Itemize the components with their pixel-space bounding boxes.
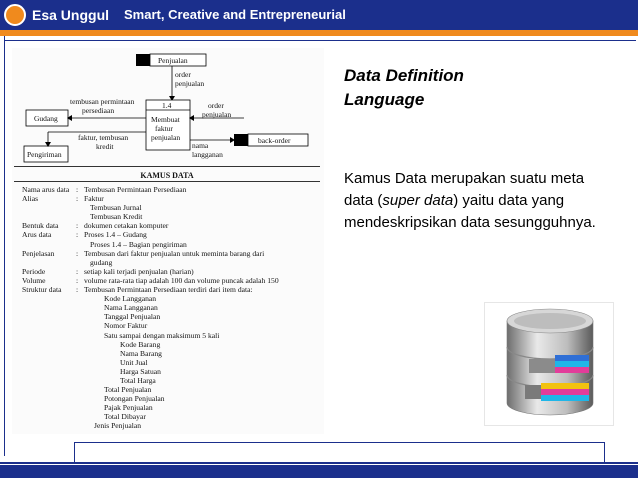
structure-item: Satu sampai dengan maksimum 5 kali: [104, 330, 220, 340]
data-flow-diagram: [12, 48, 324, 166]
kamus-rows: [22, 185, 318, 431]
structure-item: Kode Barang: [120, 339, 161, 349]
penjualan-entity-shade: [136, 54, 150, 66]
kamus-row-colon: :: [76, 194, 79, 204]
process-name-3: penjualan: [151, 133, 181, 142]
structure-item: Pajak Penjualan: [104, 403, 153, 413]
kamus-row: [22, 230, 318, 239]
kamus-row-value: Tembusan Kredit: [90, 212, 143, 222]
structure-item: Total Harga: [120, 375, 156, 385]
kamus-row-label: [22, 258, 76, 267]
penjualan-label: Penjualan: [158, 56, 188, 65]
structure-item: Nama Barang: [120, 348, 162, 358]
kamus-row-value: Proses 1.4 – Gudang: [84, 230, 147, 240]
kamus-row: [22, 203, 318, 212]
database-icon: [485, 303, 615, 427]
structure-item: Jenis Penjualan: [94, 421, 142, 431]
kamus-title-divider: [14, 181, 320, 182]
order-label-1: order: [175, 70, 191, 79]
frame-line-bottom: [74, 442, 604, 443]
kamus-row-value: Tembusan Permintaan Persediaan: [84, 185, 187, 194]
kamus-row-label: Penjelasan: [22, 248, 55, 258]
kamus-row-label: Periode: [22, 266, 46, 276]
kamus-row-label: [22, 203, 76, 212]
gudang-label: Gudang: [34, 114, 58, 123]
order-right-2: penjualan: [202, 110, 232, 119]
tembusan-label-1: tembusan permintaan: [70, 97, 135, 106]
frame-line-bottom-right: [604, 442, 605, 462]
logo-icon: [4, 4, 26, 26]
kamus-data-table: [14, 166, 320, 434]
kamus-row-colon: :: [76, 230, 79, 240]
slide-body: [344, 168, 604, 234]
back-order-shade: [234, 134, 248, 146]
frame-line-top: [4, 40, 636, 41]
back-order-label: back-order: [258, 136, 291, 145]
kamus-row: [22, 240, 318, 249]
kamus-row-value: gudang: [90, 257, 113, 267]
kamus-row-label: Bentuk data: [22, 221, 59, 231]
process-id: 1.4: [162, 101, 172, 110]
kamus-row-label: [22, 212, 76, 221]
kamus-row-colon: :: [76, 221, 79, 231]
faktur-label-1: faktur, tembusan: [78, 133, 129, 142]
kamus-row-value: Faktur: [84, 194, 104, 204]
slide-title: [344, 64, 544, 112]
kamus-row-colon: :: [76, 266, 79, 276]
structure-item: Nomor Faktur: [104, 321, 148, 331]
order-right-1: order: [208, 101, 224, 110]
kamus-row: [22, 221, 318, 230]
structure-item: Potongan Penjualan: [104, 394, 165, 404]
accent-bar: [0, 30, 638, 36]
frame-line-bottom-left: [74, 442, 75, 462]
kamus-row-value: setiap kali terjadi penjualan (harian): [84, 266, 194, 276]
logo-text: Esa Unggul: [32, 7, 110, 23]
database-panel: [484, 302, 614, 426]
order-label-2: penjualan: [175, 79, 205, 88]
nama-langganan-1: nama: [192, 141, 209, 150]
kamus-row-colon: :: [76, 185, 79, 194]
kamus-row-colon: [76, 240, 84, 249]
kamus-row-label: Alias: [22, 194, 39, 204]
tembusan-label-2: persediaan: [82, 106, 115, 115]
kamus-row: [22, 276, 318, 285]
kamus-row: [22, 267, 318, 276]
body-text-part2: ) yaitu data yang mendeskripsikan data sesungguhnya.: [344, 192, 596, 231]
header-bar: [0, 0, 638, 30]
kamus-data-title: KAMUS DATA: [140, 171, 194, 180]
data-dictionary-figure: [12, 48, 324, 434]
kamus-row-value: dokumen cetakan komputer: [84, 221, 169, 231]
kamus-row-label: Arus data: [22, 230, 52, 240]
faktur-label-2: kredit: [96, 142, 114, 151]
structure-item: Kode Langganan: [104, 294, 157, 304]
kamus-row-label: Volume: [22, 275, 46, 285]
kamus-row-value: volume rata-rata tiap adalah 100 dan volume puncak adalah 150: [84, 275, 279, 285]
kamus-row-colon: [76, 258, 84, 267]
tagline: Smart, Creative and Entrepreneurial: [124, 7, 346, 22]
process-name-1: Membuat: [151, 115, 180, 124]
slide-title-line1: Data Definition: [344, 66, 464, 85]
kamus-row-label: Struktur data: [22, 285, 62, 295]
structure-item: Nama Langganan: [104, 303, 158, 313]
structure-item: Total Dibayar: [104, 412, 146, 422]
kamus-row: [22, 185, 318, 194]
process-name-2: faktur: [155, 124, 173, 133]
kamus-row: [22, 212, 318, 221]
kamus-row-colon: [76, 203, 84, 212]
nama-langganan-2: langganan: [192, 150, 223, 159]
kamus-row: [22, 258, 318, 267]
structure-item: Total Penjualan: [104, 385, 152, 395]
structure-item: Tanggal Penjualan: [104, 312, 161, 322]
structure-item: Unit Jual: [120, 357, 148, 367]
kamus-row-colon: :: [76, 275, 79, 285]
kamus-row: [22, 249, 318, 258]
kamus-row: [22, 285, 318, 294]
kamus-row-colon: [76, 212, 84, 221]
kamus-row-colon: :: [76, 248, 79, 258]
kamus-row-value: Tembusan Jurnal: [90, 203, 142, 213]
kamus-row-value: Proses 1.4 – Bagian pengiriman: [90, 239, 187, 249]
footer-line: [0, 464, 638, 465]
kamus-row-colon: :: [76, 285, 79, 295]
body-text-part1: Kamus Data merupakan suatu meta data (: [344, 170, 585, 209]
pengiriman-label: Pengiriman: [27, 150, 62, 159]
kamus-row-value: Tembusan dari faktur penjualan untuk meminta barang dari: [84, 248, 265, 258]
kamus-row: [22, 194, 318, 203]
kamus-row-value: Tembusan Permintaan Persediaan terdiri dari item data:: [84, 285, 253, 295]
slide-title-line2: Language: [344, 90, 425, 109]
kamus-row-label: [22, 240, 76, 249]
body-text-italic: super data: [382, 192, 454, 209]
frame-line-left: [4, 36, 5, 456]
kamus-row-label: Nama arus data: [22, 185, 70, 194]
structure-item: Harga Satuan: [120, 366, 161, 376]
